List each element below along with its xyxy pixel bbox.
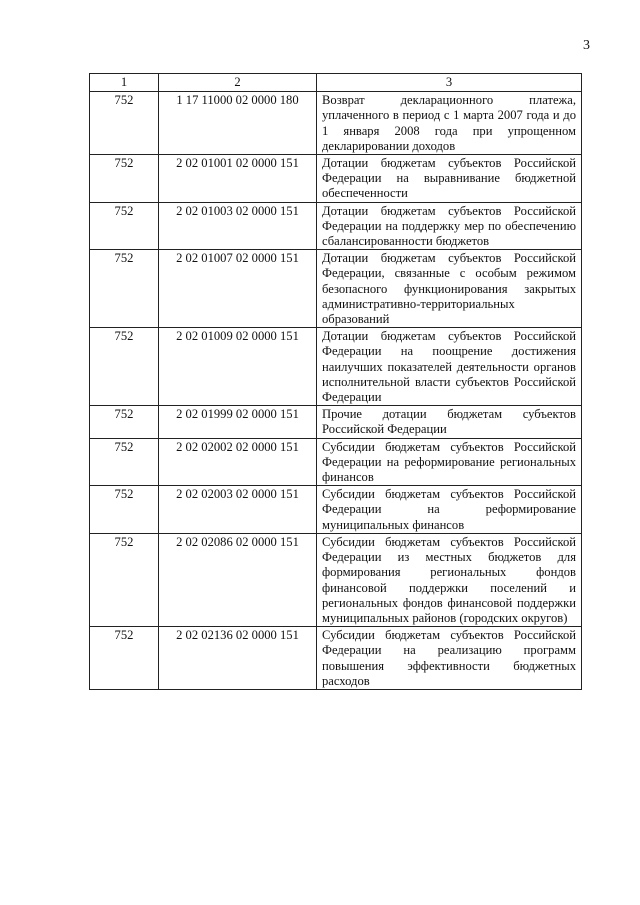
budget-code-cell: 2 02 02003 02 0000 151 [159,486,317,534]
table-row [90,486,582,534]
header-col-2: 2 [159,74,317,92]
budget-code-cell: 2 02 01999 02 0000 151 [159,406,317,438]
table-row [90,533,582,626]
revenue-name-cell: Субсидии бюджетам субъектов Российской Федерации из местных бюджетов для формирования региональных фондов финансовой поддержки поселений и региональных фондов финансовой поддержки муниципальных районов (городских округов) [317,533,582,626]
table-body [90,92,582,690]
table-row [90,250,582,328]
budget-classification-table [89,73,582,690]
table-row [90,438,582,486]
admin-code-cell: 752 [90,627,159,690]
table-header-row [90,74,582,92]
admin-code-cell: 752 [90,533,159,626]
revenue-name-cell: Субсидии бюджетам субъектов Российской Федерации на реформирование муниципальных финансов [317,486,582,534]
revenue-name-cell: Прочие дотации бюджетам субъектов Российской Федерации [317,406,582,438]
admin-code-cell: 752 [90,486,159,534]
budget-code-cell: 2 02 01001 02 0000 151 [159,155,317,203]
budget-code-cell: 2 02 01007 02 0000 151 [159,250,317,328]
table-row [90,155,582,203]
budget-code-cell: 2 02 01009 02 0000 151 [159,328,317,406]
header-col-3: 3 [317,74,582,92]
admin-code-cell: 752 [90,406,159,438]
admin-code-cell: 752 [90,92,159,155]
budget-code-cell: 2 02 01003 02 0000 151 [159,202,317,250]
table-row [90,627,582,690]
budget-code-cell: 2 02 02086 02 0000 151 [159,533,317,626]
admin-code-cell: 752 [90,155,159,203]
admin-code-cell: 752 [90,328,159,406]
revenue-name-cell: Возврат декларационного платежа, уплаченного в период с 1 марта 2007 года и до 1 января 2008 года при упрощенном декларировании доходов [317,92,582,155]
revenue-name-cell: Дотации бюджетам субъектов Российской Федерации, связанные с особым режимом безопасного функционирования закрытых административно-территориальных образований [317,250,582,328]
revenue-name-cell: Дотации бюджетам субъектов Российской Федерации на выравнивание бюджетной обеспеченности [317,155,582,203]
admin-code-cell: 752 [90,202,159,250]
admin-code-cell: 752 [90,438,159,486]
admin-code-cell: 752 [90,250,159,328]
table-row [90,406,582,438]
revenue-name-cell: Дотации бюджетам субъектов Российской Федерации на поддержку мер по обеспечению сбалансированности бюджетов [317,202,582,250]
budget-code-cell: 2 02 02136 02 0000 151 [159,627,317,690]
revenue-name-cell: Субсидии бюджетам субъектов Российской Федерации на реформирование региональных финансов [317,438,582,486]
table-row [90,92,582,155]
header-col-1: 1 [90,74,159,92]
table-row [90,202,582,250]
revenue-name-cell: Дотации бюджетам субъектов Российской Федерации на поощрение достижения наилучших показателей деятельности органов исполнительной власти субъектов Российской Федерации [317,328,582,406]
budget-code-cell: 2 02 02002 02 0000 151 [159,438,317,486]
revenue-name-cell: Субсидии бюджетам субъектов Российской Федерации на реализацию программ повышения эффективности бюджетных расходов [317,627,582,690]
budget-code-cell: 1 17 11000 02 0000 180 [159,92,317,155]
table-row [90,328,582,406]
page-number: 3 [583,38,590,53]
